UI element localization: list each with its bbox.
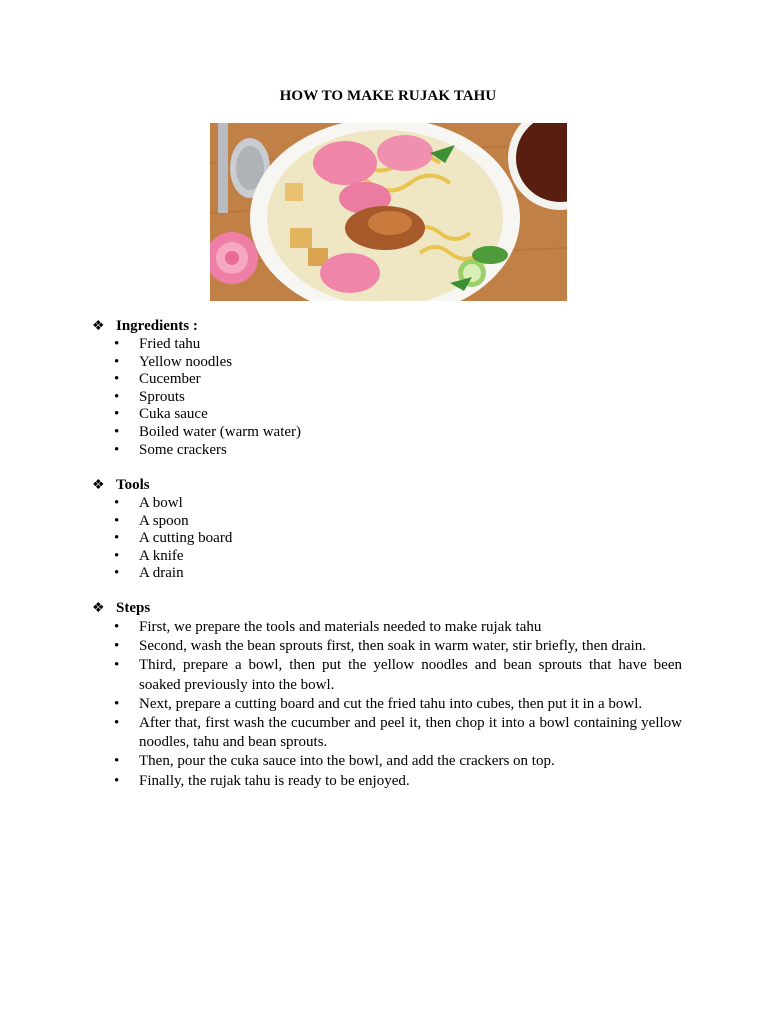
list-item: • A spoon: [114, 512, 189, 529]
list-item: • A cutting board: [114, 530, 233, 547]
tools-section: [92, 477, 682, 583]
bullet-icon: •: [114, 406, 120, 423]
bullet-icon: •: [114, 336, 120, 352]
bullet-icon: •: [114, 512, 120, 529]
bullet-icon: •: [114, 547, 120, 564]
list-item: • A drain: [114, 565, 184, 582]
tools-heading: Tools: [116, 477, 150, 493]
tools-list: [92, 495, 682, 583]
list-item: • Then, pour the cuka sauce into the bowl, and add the crackers on top.: [92, 752, 682, 771]
bullet-icon: •: [114, 715, 120, 732]
ingredients-list: [92, 336, 682, 459]
list-item: • A knife: [114, 547, 184, 564]
bullet-icon: •: [114, 371, 120, 388]
steps-heading: Steps: [116, 600, 151, 616]
list-item: • A bowl: [114, 495, 183, 511]
list-item: • Finally, the rujak tahu is ready to be enjoyed.: [92, 772, 682, 791]
list-item: • Sprouts: [114, 388, 185, 405]
rujak-tahu-photo: [210, 123, 567, 301]
ingredients-section: [92, 318, 682, 459]
steps-list: [92, 618, 682, 791]
bullet-icon: •: [114, 423, 120, 440]
bullet-icon: •: [114, 657, 120, 674]
page-title: HOW TO MAKE RUJAK TAHU: [279, 88, 497, 104]
list-item: • Yellow noodles: [114, 353, 233, 370]
steps-section: [92, 600, 682, 791]
bullet-icon: •: [114, 753, 120, 770]
bullet-icon: •: [114, 772, 120, 789]
list-item: • Boiled water (warm water): [114, 423, 302, 440]
section-marker-icon: ❖: [92, 319, 105, 334]
list-item: • Second, wash the bean sprouts first, then soak in warm water, stir briefly, then drain.: [92, 637, 682, 656]
bullet-icon: •: [114, 695, 120, 712]
bullet-icon: •: [114, 441, 120, 458]
list-item: • First, we prepare the tools and materials needed to make rujak tahu: [92, 618, 682, 637]
bullet-icon: •: [114, 353, 120, 370]
ingredients-heading: Ingredients :: [116, 318, 198, 334]
list-item: • Cucember: [114, 371, 201, 388]
bullet-icon: •: [114, 638, 120, 655]
section-marker-icon: ❖: [92, 601, 105, 616]
bullet-icon: •: [114, 565, 120, 582]
list-item: • After that, first wash the cucumber and peel it, then chop it into a bowl containing yellow noodles, tahu and bean sprouts.: [114, 715, 682, 751]
bullet-icon: •: [114, 619, 120, 635]
list-item: • Some crackers: [114, 441, 227, 458]
list-item: • Next, prepare a cutting board and cut the fried tahu into cubes, then put it in a bowl.: [92, 695, 682, 714]
section-marker-icon: ❖: [92, 478, 105, 493]
bullet-icon: •: [114, 495, 120, 511]
list-item: • Cuka sauce: [114, 406, 208, 423]
list-item: • Fried tahu: [114, 336, 201, 352]
bullet-icon: •: [114, 388, 120, 405]
bullet-icon: •: [114, 530, 120, 547]
list-item: • Third, prepare a bowl, then put the yellow noodles and bean sprouts that have been soaked previously into the bowl.: [114, 657, 682, 693]
